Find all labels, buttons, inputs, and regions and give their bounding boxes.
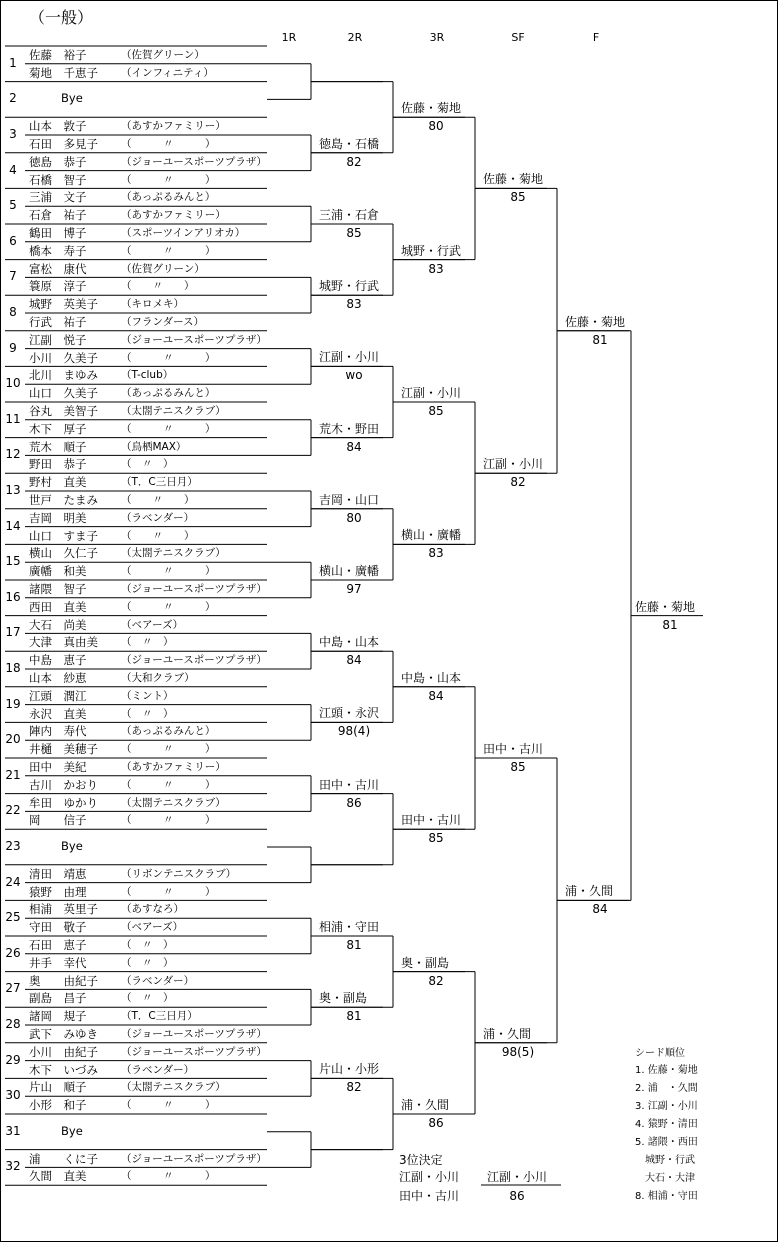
r2-score: 80 [346, 510, 362, 525]
page-title: （一般） [29, 8, 94, 27]
r2-winner: 横山・廣幡 [319, 564, 380, 578]
player-name: 大津 真由美 [29, 635, 98, 650]
player-club: （ジョーユースポーツプラザ） [121, 155, 267, 168]
player-name: 野田 恭子 [29, 457, 87, 472]
player-club: （ 〃 ） [121, 814, 216, 827]
r2-score: 81 [346, 938, 362, 952]
player-club: （佐賀グリーン） [121, 49, 205, 61]
player-name: 守田 敬子 [29, 920, 87, 935]
player-club: （ 〃 ） [121, 458, 174, 471]
seed-ranking-item: 3. 江副・小川 [635, 1101, 698, 1112]
bye-label: Bye [61, 839, 83, 853]
sf-winner: 江副・小川 [483, 457, 544, 472]
third-place-score: 86 [509, 1189, 525, 1203]
seed-number: 31 [5, 1123, 21, 1138]
seed-number: 7 [9, 269, 17, 284]
seed-ranking-item: 城野・行武 [635, 1155, 695, 1166]
r3-winner: 奥・副島 [401, 955, 450, 970]
seed-number: 25 [5, 910, 21, 925]
seed-number: 32 [5, 1159, 21, 1174]
player-club: （ 〃 ） [121, 1099, 216, 1112]
sf-score: 85 [510, 190, 526, 205]
r2-winner: 相浦・守田 [319, 920, 380, 934]
player-name: 清田 靖恵 [29, 866, 87, 881]
seed-number: 20 [5, 732, 21, 747]
player-name: 木下 いづみ [29, 1062, 98, 1077]
third-place-pair-1: 江副・小川 [399, 1170, 460, 1184]
r2-score: 97 [346, 582, 362, 596]
player-name: 岡 信子 [29, 813, 87, 828]
r3-score: 85 [428, 404, 444, 418]
player-name: 小形 和子 [29, 1098, 87, 1113]
round-header: 1R [281, 31, 297, 44]
round-header: F [592, 31, 600, 44]
r3-score: 84 [428, 688, 444, 703]
f-score: 81 [592, 332, 608, 347]
player-club: （あすかファミリー） [121, 120, 226, 133]
player-name: 武下 みゆき [29, 1027, 98, 1041]
player-club: （ 〃 ） [121, 280, 195, 293]
player-club: （ 〃 ） [121, 351, 216, 364]
player-name: 石田 多見子 [29, 137, 98, 151]
player-name: 副島 昌子 [29, 991, 87, 1006]
seed-number: 11 [5, 411, 21, 426]
player-club: （ 〃 ） [121, 636, 174, 649]
r2-winner: 江頭・永沢 [319, 706, 380, 721]
r3-score: 82 [428, 973, 444, 988]
r2-winner: 城野・行武 [319, 279, 380, 294]
seed-number: 17 [5, 625, 21, 640]
r2-score: 98(4) [337, 724, 371, 739]
player-name: 西田 直美 [29, 599, 87, 614]
player-club: （ 〃 ） [121, 494, 195, 506]
player-club: （ジョーユースポーツプラザ） [121, 654, 267, 667]
player-name: 陣内 寿代 [29, 724, 87, 739]
r3-winner: 佐藤・菊地 [401, 101, 462, 116]
seed-number: 30 [5, 1088, 21, 1103]
r3-score: 80 [428, 119, 444, 134]
player-club: （太閤テニスクラブ） [121, 405, 226, 417]
sf-winner: 田中・古川 [483, 742, 544, 756]
third-place-label: 3位決定 [399, 1153, 443, 1167]
player-name: 石田 恵子 [29, 938, 87, 952]
seed-ranking-item: 4. 猿野・清田 [635, 1119, 698, 1130]
seed-number: 26 [5, 945, 21, 960]
seed-number: 14 [5, 518, 21, 533]
player-name: 浦 くに子 [29, 1151, 98, 1166]
player-name: 簑原 淳子 [29, 279, 87, 294]
player-club: （あすなろ） [121, 903, 184, 916]
third-place-pair-2: 田中・古川 [399, 1189, 460, 1203]
player-club: （鳥栖MAX） [121, 440, 187, 453]
bye-label: Bye [61, 1123, 83, 1138]
seed-number: 6 [9, 233, 17, 248]
player-name: 諸隈 智子 [29, 582, 87, 596]
player-club: （太閤テニスクラブ） [121, 796, 226, 809]
seed-number: 15 [5, 554, 21, 569]
player-name: 山口 すま子 [29, 528, 98, 543]
player-club: （ 〃 ） [121, 529, 195, 542]
r2-winner: 三浦・石倉 [319, 208, 380, 222]
seed-number: 23 [5, 839, 21, 853]
sf-winner: 佐藤・菊地 [483, 172, 544, 187]
seed-ranking-item: 大石・大津 [635, 1173, 695, 1184]
r3-winner: 浦・久間 [401, 1098, 450, 1112]
r3-score: 83 [428, 546, 444, 561]
r3-winner: 江副・小川 [401, 386, 462, 400]
seed-number: 1 [9, 55, 17, 70]
r2-score: 84 [346, 653, 362, 668]
player-club: （ベアーズ） [121, 921, 184, 934]
r3-winner: 田中・古川 [401, 813, 462, 828]
sf-winner: 浦・久間 [483, 1026, 532, 1041]
player-club: （ 〃 ） [121, 939, 174, 951]
player-club: （太閤テニスクラブ） [121, 1081, 226, 1094]
player-name: 城野 英美子 [29, 297, 98, 312]
player-name: 久間 直美 [29, 1169, 87, 1184]
player-name: 石橋 智子 [29, 172, 87, 187]
f-score: 84 [592, 902, 608, 917]
seed-number: 19 [5, 696, 21, 711]
r2-score: 82 [346, 1080, 362, 1095]
seed-number: 5 [9, 198, 17, 213]
player-name: 大石 尚美 [29, 617, 87, 632]
r2-score: 84 [346, 439, 362, 454]
player-name: 片山 順子 [29, 1080, 87, 1095]
r2-winner: 江副・小川 [319, 350, 380, 365]
seed-number: 2 [9, 91, 17, 106]
seed-ranking-item: 5. 諸隈・西田 [635, 1137, 698, 1148]
player-club: （フランダース） [121, 316, 205, 328]
seed-ranking-title: シード順位 [635, 1048, 685, 1059]
player-club: （ 〃 ） [121, 885, 216, 898]
champion-score: 81 [662, 617, 678, 632]
r2-winner: 片山・小形 [319, 1062, 380, 1077]
player-club: （ジョーユースポーツプラザ） [121, 1152, 267, 1165]
r2-score: 86 [346, 795, 362, 810]
seed-ranking-item: 2. 浦 ・久間 [635, 1083, 698, 1094]
player-club: （ 〃 ） [121, 778, 216, 791]
seed-number: 29 [5, 1052, 21, 1067]
player-club: （ 〃 ） [121, 956, 174, 969]
seed-number: 3 [9, 127, 17, 141]
seed-number: 18 [5, 661, 21, 675]
player-name: 諸岡 規子 [29, 1009, 87, 1024]
seed-number: 21 [5, 767, 21, 782]
f-winner: 浦・久間 [565, 884, 614, 899]
seed-number: 16 [5, 589, 21, 604]
player-club: （ 〃 ） [121, 1170, 216, 1183]
player-name: 行武 祐子 [29, 315, 87, 329]
seed-ranking-item: 1. 佐藤・菊地 [635, 1065, 698, 1076]
player-name: 北川 まゆみ [29, 368, 98, 383]
player-name: 世戸 たまみ [29, 493, 98, 507]
r3-winner: 中島・山本 [401, 670, 462, 685]
seed-number: 12 [5, 447, 21, 462]
player-name: 相浦 英里子 [29, 902, 98, 917]
player-name: 奥 由紀子 [29, 973, 98, 988]
player-club: （ラベンダー） [121, 974, 195, 987]
player-club: （ 〃 ） [121, 707, 174, 720]
player-name: 猿野 由理 [29, 884, 87, 899]
r3-winner: 城野・行武 [401, 243, 462, 258]
seed-number: 27 [5, 981, 21, 996]
sf-score: 98(5) [501, 1044, 535, 1059]
player-name: 徳島 恭子 [29, 154, 87, 169]
player-club: （キロメキ） [121, 298, 184, 311]
player-name: 吉岡 明美 [29, 510, 87, 525]
player-club: （ 〃 ） [121, 743, 216, 756]
player-club: （ジョーユースポーツプラザ） [121, 333, 267, 346]
seed-number: 13 [5, 483, 21, 497]
player-club: （ 〃 ） [121, 173, 216, 186]
player-club: （リボンテニスクラブ） [121, 867, 237, 880]
player-club: （あっぷるみんと） [121, 387, 216, 400]
seed-ranking-item: 8. 相浦・守田 [635, 1191, 698, 1202]
seed-number: 8 [9, 305, 17, 319]
seed-number: 9 [9, 340, 17, 355]
player-name: 富松 康代 [29, 261, 87, 276]
third-place-winner: 江副・小川 [487, 1170, 548, 1184]
r2-score: 85 [346, 226, 362, 240]
player-name: 木下 厚子 [29, 421, 87, 436]
player-name: 江頭 潤江 [29, 688, 87, 703]
player-club: （ 〃 ） [121, 138, 216, 150]
r2-score: 82 [346, 154, 362, 169]
round-header: 3R [429, 31, 445, 44]
player-club: （ジョーユースポーツプラザ） [121, 1045, 267, 1058]
r3-score: 86 [428, 1116, 444, 1130]
player-club: （ラベンダー） [121, 511, 195, 524]
player-club: （あっぷるみんと） [121, 725, 216, 738]
player-club: （ 〃 ） [121, 565, 216, 578]
r2-winner: 田中・古川 [319, 777, 380, 792]
player-name: 三浦 文子 [29, 190, 87, 205]
player-club: （ 〃 ） [121, 422, 216, 435]
r2-score: 83 [346, 297, 362, 312]
r3-winner: 横山・廣幡 [401, 528, 462, 543]
player-club: （ラベンダー） [121, 1063, 195, 1076]
player-club: （T．C三日月） [121, 1010, 198, 1023]
player-name: 田中 美紀 [29, 760, 87, 774]
player-name: 井手 幸代 [29, 955, 87, 970]
r3-score: 85 [428, 831, 444, 846]
player-name: 谷丸 美智子 [29, 404, 98, 418]
player-name: 橋本 寿子 [29, 243, 87, 258]
player-name: 荒木 順子 [29, 439, 87, 454]
player-name: 永沢 直美 [29, 706, 87, 721]
sf-score: 82 [510, 475, 526, 490]
player-club: （佐賀グリーン） [121, 262, 205, 275]
player-name: 小川 久美子 [29, 350, 98, 365]
f-winner: 佐藤・菊地 [565, 314, 626, 329]
player-club: （ミント） [121, 689, 174, 702]
player-name: 山本 紗恵 [29, 671, 87, 685]
champion-winner: 佐藤・菊地 [635, 599, 696, 614]
player-club: （ 〃 ） [121, 600, 216, 613]
player-club: （スポーツインアリオカ） [121, 227, 246, 239]
seed-number: 4 [9, 162, 17, 177]
seed-number: 24 [5, 874, 21, 889]
player-club: （あっぷるみんと） [121, 191, 216, 204]
player-club: （インフィニティ） [121, 66, 214, 79]
player-club: （ジョーユースポーツプラザ） [121, 1028, 267, 1040]
player-club: （あすかファミリー） [121, 761, 226, 773]
player-name: 野村 直美 [29, 475, 87, 490]
player-club: （大和クラブ） [121, 672, 195, 684]
r2-score: 81 [346, 1009, 362, 1024]
player-club: （ 〃 ） [121, 244, 216, 257]
bye-label: Bye [61, 91, 83, 106]
player-club: （あすかファミリー） [121, 209, 226, 222]
player-club: （ベアーズ） [121, 618, 184, 631]
player-name: 牟田 ゆかり [29, 795, 98, 810]
r2-winner: 荒木・野田 [319, 421, 380, 436]
player-name: 江副 悦子 [29, 332, 87, 347]
seed-number: 22 [5, 803, 21, 818]
player-club: （T．C三日月） [121, 476, 198, 489]
player-club: （ジョーユースポーツプラザ） [121, 583, 267, 595]
player-name: 井樋 美穂子 [29, 742, 98, 757]
player-club: （ 〃 ） [121, 992, 174, 1005]
player-name: 菊地 千恵子 [29, 65, 98, 80]
r2-score: wo [345, 368, 363, 383]
round-header: SF [511, 31, 525, 44]
player-name: 中島 恵子 [29, 653, 87, 668]
player-name: 鶴田 博子 [29, 226, 87, 240]
r2-winner: 徳島・石橋 [319, 136, 380, 151]
r2-winner: 中島・山本 [319, 635, 380, 650]
player-name: 山本 敦子 [29, 119, 87, 134]
player-club: （T-club） [121, 369, 174, 382]
seed-number: 28 [5, 1017, 21, 1031]
sf-score: 85 [510, 760, 526, 774]
r3-score: 83 [428, 261, 444, 276]
r2-winner: 吉岡・山口 [319, 492, 380, 507]
r2-winner: 奥・副島 [319, 991, 368, 1006]
player-name: 横山 久仁子 [29, 546, 98, 561]
seed-number: 10 [5, 376, 21, 391]
player-name: 山口 久美子 [29, 386, 98, 401]
player-name: 石倉 祐子 [29, 208, 87, 223]
player-name: 佐藤 裕子 [29, 48, 87, 62]
player-name: 廣幡 和美 [29, 564, 87, 579]
player-club: （太閤テニスクラブ） [121, 547, 226, 560]
player-name: 古川 かおり [29, 777, 98, 792]
round-header: 2R [347, 31, 363, 44]
player-name: 小川 由紀子 [29, 1044, 98, 1059]
